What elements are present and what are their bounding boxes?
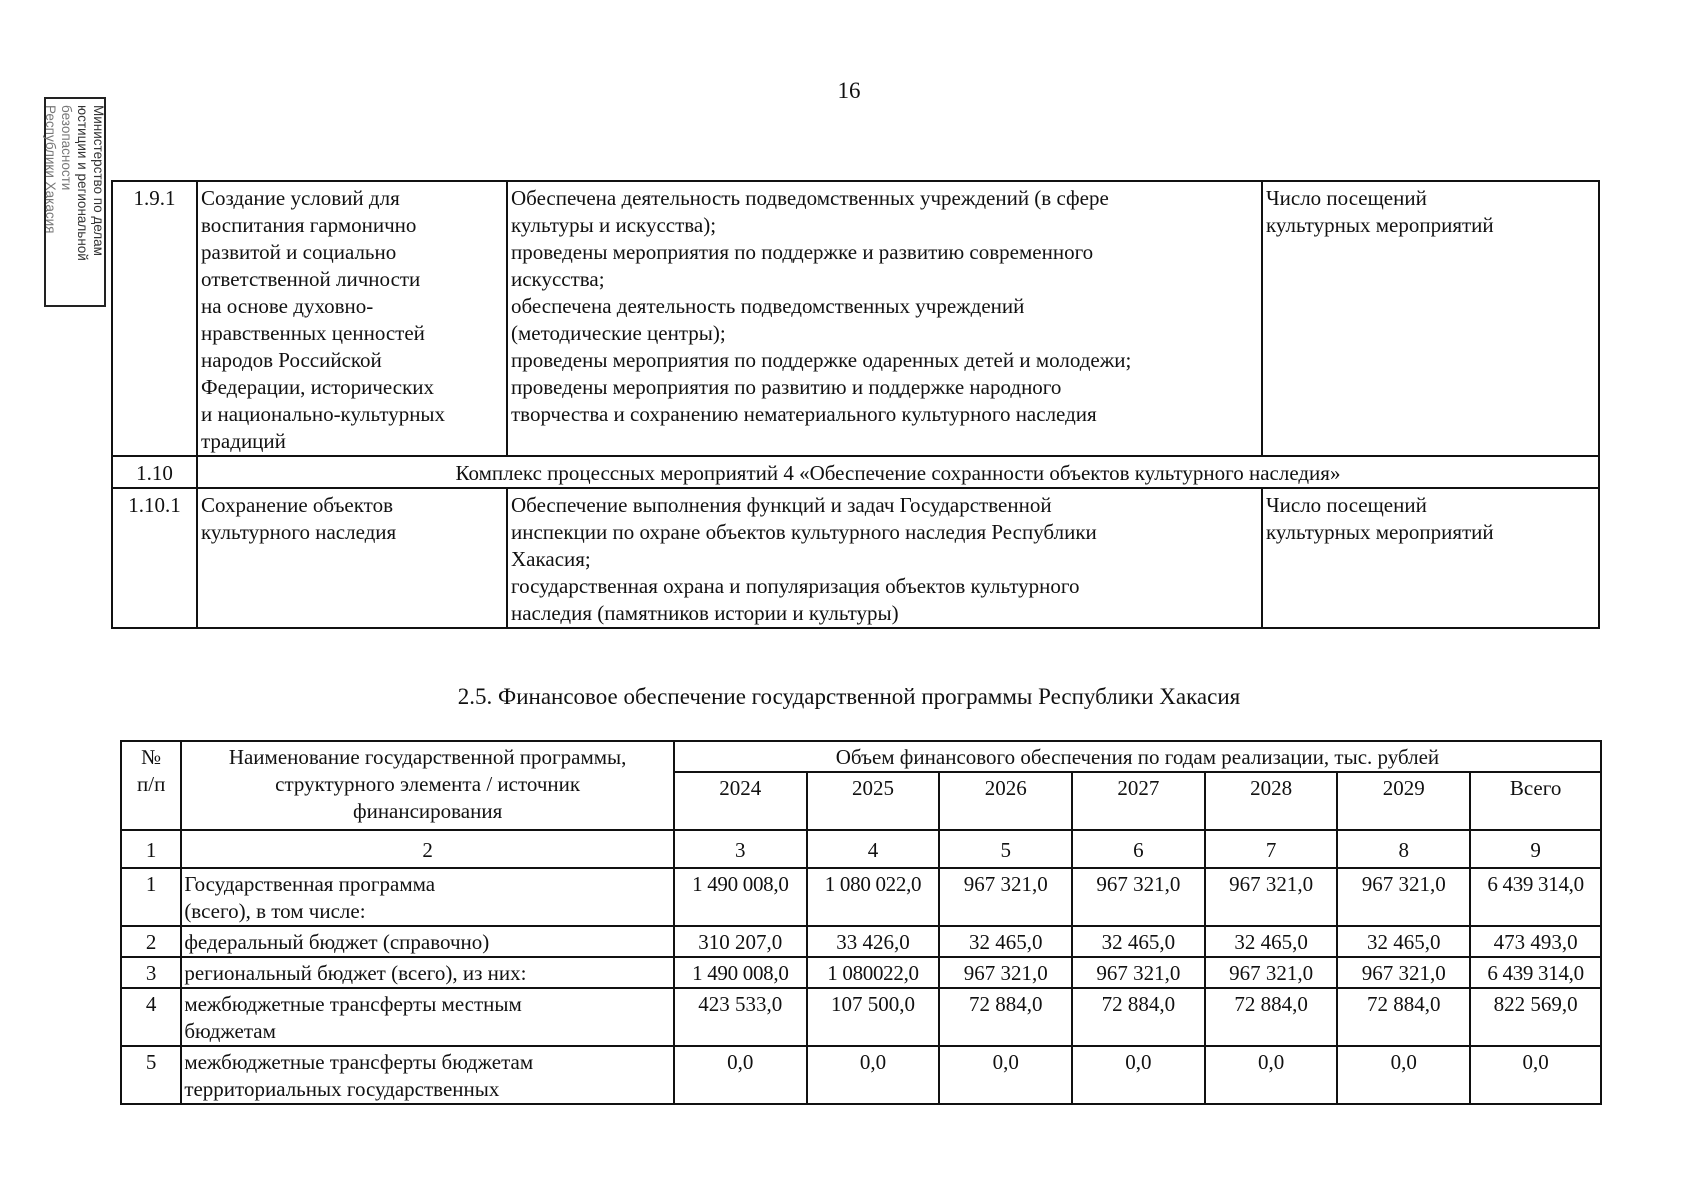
column-number: 5 xyxy=(939,830,1072,868)
measure-indicator: Число посещений культурных мероприятий xyxy=(1262,488,1599,628)
row-name: федеральный бюджет (справочно) xyxy=(181,926,674,957)
row-number: 3 xyxy=(121,957,181,988)
column-number: 1 xyxy=(121,830,181,868)
header-year: 2027 xyxy=(1072,772,1205,830)
row-number: 5 xyxy=(121,1046,181,1104)
value-cell: 1 080 022,0 xyxy=(807,868,940,926)
table-row xyxy=(121,1046,1601,1104)
page-number: 16 xyxy=(837,78,861,103)
stamp-line: Республики Хакасия xyxy=(43,105,58,234)
value-cell: 0,0 xyxy=(674,1046,807,1104)
table-row xyxy=(121,957,1601,988)
value-cell: 310 207,0 xyxy=(674,926,807,957)
value-cell: 0,0 xyxy=(1072,1046,1205,1104)
header-volume: Объем финансового обеспечения по годам реализации, тыс. рублей xyxy=(674,741,1601,772)
value-cell: 967 321,0 xyxy=(939,868,1072,926)
row-name: региональный бюджет (всего), из них: xyxy=(181,957,674,988)
table-row xyxy=(121,868,1601,926)
value-cell: 0,0 xyxy=(1337,1046,1470,1104)
table-row xyxy=(112,488,1599,628)
measure-description: Обеспечение выполнения функций и задач Государственной инспекции по охране объектов культурного наследия Республики Хакасия; государственная охрана и популяризация объектов культурного наследия (памятников истории и культуры) xyxy=(507,488,1262,628)
value-cell: 967 321,0 xyxy=(1337,868,1470,926)
column-number: 3 xyxy=(674,830,807,868)
value-cell: 967 321,0 xyxy=(1072,868,1205,926)
row-number: 1.10.1 xyxy=(112,488,197,628)
value-cell: 32 465,0 xyxy=(1205,926,1338,957)
value-cell: 1 080022,0 xyxy=(807,957,940,988)
value-cell: 967 321,0 xyxy=(1337,957,1470,988)
value-cell: 72 884,0 xyxy=(1337,988,1470,1046)
column-number: 2 xyxy=(181,830,674,868)
value-cell: 32 465,0 xyxy=(939,926,1072,957)
header-name: Наименование государственной программы, структурного элемента / источник финансирования xyxy=(181,741,674,830)
row-name: Государственная программа (всего), в том числе: xyxy=(181,868,674,926)
value-cell: 107 500,0 xyxy=(807,988,940,1046)
stamp-line: юстиции и региональной xyxy=(75,105,90,261)
process-complex-title: Комплекс процессных мероприятий 4 «Обеспечение сохранности объектов культурного наследия» xyxy=(197,456,1599,488)
measure-description: Обеспечена деятельность подведомственных учреждений (в сфере культуры и искусства); проведены мероприятия по поддержке и развитию современного искусства; обеспечена деятельность подведомственных учреждений (методические центры); проведены мероприятия по поддержке одаренных детей и молодежи; проведены мероприятия по развитию и поддержке народного творчества и сохранению нематериального культурного наследия xyxy=(507,181,1262,456)
row-number: 1.9.1 xyxy=(112,181,197,456)
column-number: 8 xyxy=(1337,830,1470,868)
header-year: 2025 xyxy=(807,772,940,830)
value-cell: 473 493,0 xyxy=(1470,926,1601,957)
table-row xyxy=(112,181,1599,456)
column-number: 4 xyxy=(807,830,940,868)
value-cell: 423 533,0 xyxy=(674,988,807,1046)
stamp-line: Министерство по делам xyxy=(91,105,106,256)
value-cell: 72 884,0 xyxy=(1072,988,1205,1046)
value-cell: 0,0 xyxy=(1470,1046,1601,1104)
header-number: № п/п xyxy=(121,741,181,830)
registration-stamp-text xyxy=(42,105,106,305)
value-cell: 72 884,0 xyxy=(939,988,1072,1046)
value-cell: 822 569,0 xyxy=(1470,988,1601,1046)
activities-table xyxy=(111,180,1600,629)
value-cell: 6 439 314,0 xyxy=(1470,957,1601,988)
table-row xyxy=(121,926,1601,957)
measure-name: Создание условий для воспитания гармонично развитой и социально ответственной личности на основе духовно- нравственных ценностей народов Российской Федерации, исторических и национально-культурных традиций xyxy=(197,181,507,456)
column-numbers-row xyxy=(121,830,1601,868)
value-cell: 0,0 xyxy=(939,1046,1072,1104)
column-number: 7 xyxy=(1205,830,1338,868)
value-cell: 967 321,0 xyxy=(1205,868,1338,926)
measure-indicator: Число посещений культурных мероприятий xyxy=(1262,181,1599,456)
value-cell: 0,0 xyxy=(1205,1046,1338,1104)
value-cell: 6 439 314,0 xyxy=(1470,868,1601,926)
value-cell: 0,0 xyxy=(807,1046,940,1104)
header-year: 2026 xyxy=(939,772,1072,830)
row-number: 1 xyxy=(121,868,181,926)
measure-name: Сохранение объектов культурного наследия xyxy=(197,488,507,628)
header-row xyxy=(121,741,1601,772)
table-row xyxy=(112,456,1599,488)
stamp-line: безопасности xyxy=(59,105,74,191)
value-cell: 32 465,0 xyxy=(1337,926,1470,957)
value-cell: 967 321,0 xyxy=(939,957,1072,988)
value-cell: 72 884,0 xyxy=(1205,988,1338,1046)
row-number: 4 xyxy=(121,988,181,1046)
column-number: 9 xyxy=(1470,830,1601,868)
column-number: 6 xyxy=(1072,830,1205,868)
table-row xyxy=(121,988,1601,1046)
value-cell: 32 465,0 xyxy=(1072,926,1205,957)
value-cell: 967 321,0 xyxy=(1072,957,1205,988)
value-cell: 1 490 008,0 xyxy=(674,957,807,988)
section-title: 2.5. Финансовое обеспечение государственной программы Республики Хакасия xyxy=(457,684,1241,709)
header-year: 2029 xyxy=(1337,772,1470,830)
header-total: Всего xyxy=(1470,772,1601,830)
row-name: межбюджетные трансферты бюджетам территориальных государственных xyxy=(181,1046,674,1104)
header-year: 2028 xyxy=(1205,772,1338,830)
row-number: 1.10 xyxy=(112,456,197,488)
header-year: 2024 xyxy=(674,772,807,830)
row-name: межбюджетные трансферты местным бюджетам xyxy=(181,988,674,1046)
financing-table xyxy=(120,740,1602,1105)
row-number: 2 xyxy=(121,926,181,957)
value-cell: 967 321,0 xyxy=(1205,957,1338,988)
value-cell: 33 426,0 xyxy=(807,926,940,957)
value-cell: 1 490 008,0 xyxy=(674,868,807,926)
